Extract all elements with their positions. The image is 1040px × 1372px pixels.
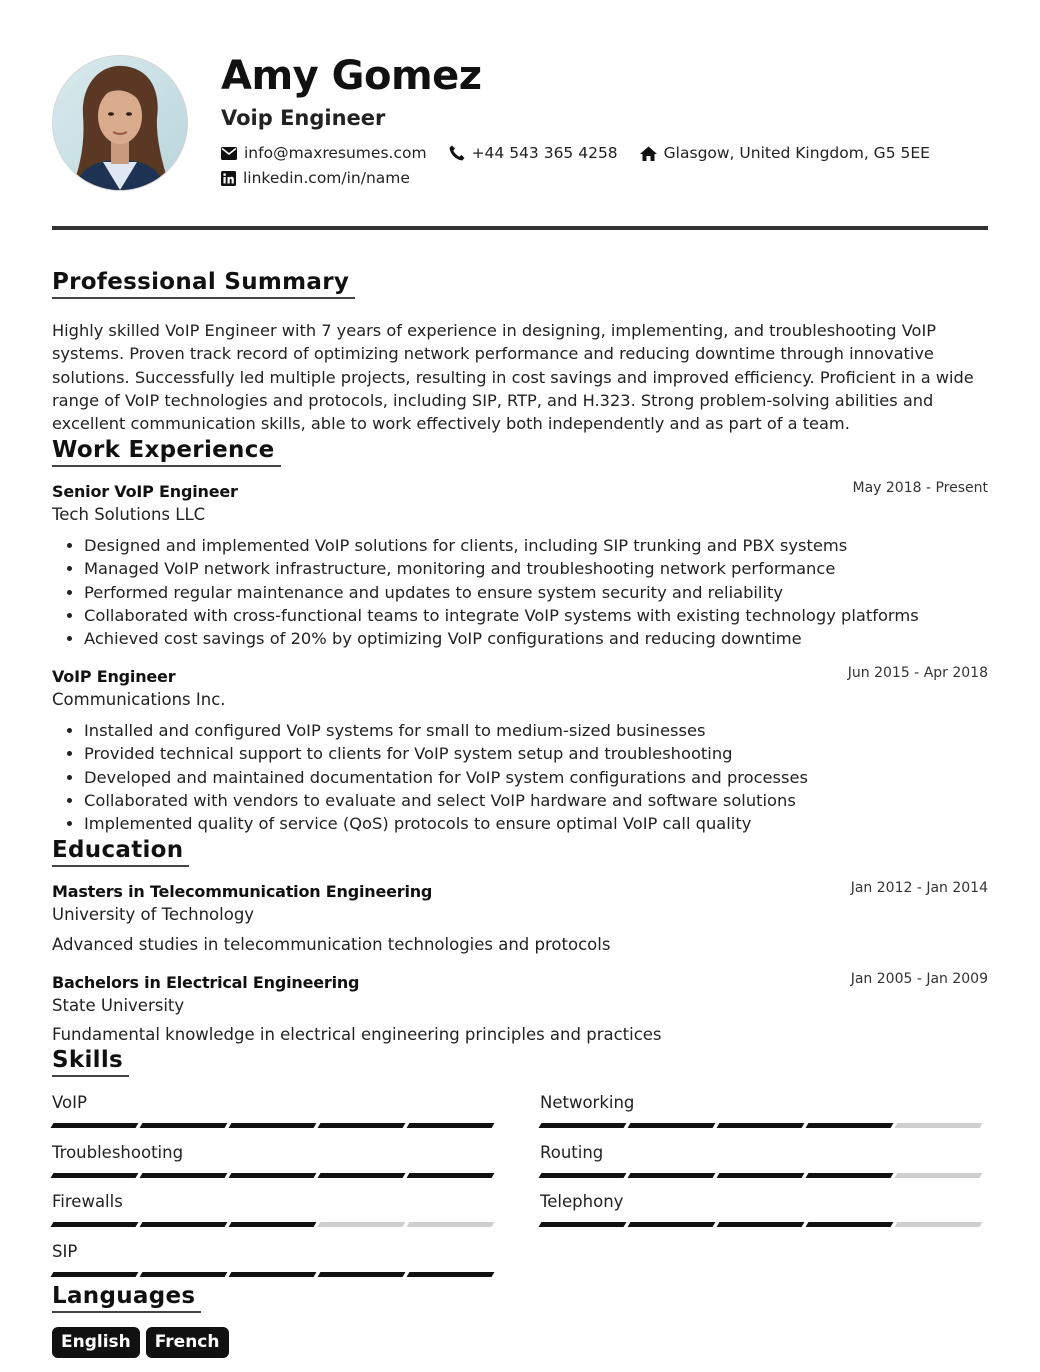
rating-segment-filled [407, 1123, 495, 1128]
contact-row [221, 169, 432, 187]
rating-segment-filled [140, 1272, 228, 1277]
skill-name: Firewalls [52, 1192, 123, 1211]
list-item: • Achieved cost savings of 20% by optimizing VoIP configurations and reducing downtime [84, 627, 984, 650]
rating-segment-filled [717, 1222, 805, 1227]
skill-rating-bar [52, 1222, 498, 1228]
rating-segment-filled [628, 1123, 716, 1128]
resume-header [52, 0, 988, 228]
rating-segment-empty [895, 1173, 983, 1178]
envelope-icon [221, 147, 237, 160]
rating-segment-filled [318, 1272, 406, 1277]
rating-segment-filled [229, 1173, 317, 1178]
list-item: • Installed and configured VoIP systems for small to medium-sized businesses [84, 719, 984, 742]
list-item: • Collaborated with vendors to evaluate and select VoIP hardware and software solutions [84, 789, 984, 812]
languages-list [52, 1327, 235, 1358]
linkedin-icon [221, 171, 236, 186]
rating-segment-filled [717, 1123, 805, 1128]
school: University of Technology [52, 905, 255, 924]
header-divider [52, 226, 988, 230]
skill-item [52, 1192, 498, 1228]
rating-segment-filled [806, 1123, 894, 1128]
rating-segment-filled [51, 1173, 139, 1178]
rating-segment-filled [539, 1173, 627, 1178]
education-description: Fundamental knowledge in electrical engineering principles and practices [52, 1025, 662, 1044]
list-item: • Designed and implemented VoIP solutions for clients, including SIP trunking and PBX systems [84, 534, 984, 557]
job-bullets [52, 534, 984, 650]
job-company: Tech Solutions LLC [52, 505, 206, 524]
degree: Bachelors in Electrical Engineering [52, 973, 360, 992]
candidate-title: Voip Engineer [221, 106, 386, 130]
skill-name: VoIP [52, 1093, 87, 1112]
section-title-experience: Work Experience [52, 436, 281, 467]
job-dates: Jun 2015 - Apr 2018 [847, 665, 988, 681]
rating-segment-filled [539, 1123, 627, 1128]
rating-segment-empty [895, 1222, 983, 1227]
job-bullets [52, 719, 984, 835]
education-description: Advanced studies in telecommunication technologies and protocols [52, 935, 611, 954]
rating-segment-empty [895, 1123, 983, 1128]
contact-row [221, 144, 952, 162]
candidate-name: Amy Gomez [221, 53, 482, 99]
skill-name: Troubleshooting [52, 1142, 184, 1162]
skill-item [52, 1093, 498, 1129]
language-tag: English [52, 1327, 140, 1358]
rating-segment-filled [229, 1222, 317, 1227]
skill-name: Routing [540, 1142, 604, 1162]
job-company: Communications Inc. [52, 690, 226, 709]
job-dates: May 2018 - Present [852, 480, 988, 496]
skill-name: SIP [52, 1241, 78, 1261]
skill-name: Networking [540, 1093, 635, 1112]
linkedin-text: linkedin.com/in/name [243, 169, 410, 187]
education-header [52, 973, 988, 992]
summary-text: Highly skilled VoIP Engineer with 7 years of experience in designing, implementing, and troubleshooting VoIP systems. Proven track record of optimizing network performance and reducing downtime through innovative solutions. Successfully led multiple projects, resulting in cost savings and improved efficiency. Proficient in a wide range of VoIP technologies and protocols, including SIP, RTP, and H.323. Strong problem-solving abilities and excellent communication skills, able to work effectively both independently and as part of a team. [52, 321, 974, 434]
language-tag: French [146, 1327, 229, 1358]
rating-segment-filled [229, 1123, 317, 1128]
contact-linkedin[interactable] [221, 169, 410, 187]
rating-segment-filled [806, 1222, 894, 1227]
section-title-education: Education [52, 836, 189, 867]
resume-page [52, 0, 988, 1352]
profile-photo [53, 56, 187, 190]
location-text: Glasgow, United Kingdom, G5 5EE [663, 144, 930, 162]
rating-segment-filled [628, 1222, 716, 1227]
skill-item [540, 1143, 986, 1179]
education-dates: Jan 2012 - Jan 2014 [850, 880, 988, 896]
rating-segment-empty [318, 1222, 406, 1227]
rating-segment-filled [717, 1173, 805, 1178]
email-text: info@maxresumes.com [244, 144, 427, 162]
list-item: • Managed VoIP network infrastructure, monitoring and troubleshooting network performance [84, 557, 984, 580]
degree: Masters in Telecommunication Engineering [52, 882, 433, 901]
rating-segment-filled [51, 1123, 139, 1128]
skill-item [52, 1143, 498, 1179]
list-item: • Performed regular maintenance and updates to ensure system security and reliability [84, 581, 984, 604]
contact-phone[interactable] [449, 144, 618, 162]
skill-rating-bar [540, 1222, 986, 1228]
job-header [52, 482, 988, 501]
rating-segment-filled [229, 1272, 317, 1277]
education-header [52, 882, 988, 901]
list-item: • Collaborated with cross-functional teams to integrate VoIP systems with existing technology platforms [84, 604, 984, 627]
rating-segment-filled [407, 1173, 495, 1178]
section-title-summary: Professional Summary [52, 268, 355, 299]
rating-segment-filled [140, 1173, 228, 1178]
rating-segment-filled [628, 1173, 716, 1178]
skill-rating-bar [540, 1173, 986, 1179]
skill-rating-bar [52, 1123, 498, 1129]
skill-item [52, 1242, 498, 1278]
skill-item [540, 1192, 986, 1228]
rating-segment-filled [51, 1222, 139, 1227]
skill-name: Telephony [540, 1192, 624, 1211]
skill-rating-bar [540, 1123, 986, 1129]
list-item: • Provided technical support to clients for VoIP system setup and troubleshooting [84, 742, 984, 765]
rating-segment-empty [407, 1222, 495, 1227]
phone-icon [449, 145, 465, 161]
rating-segment-filled [318, 1123, 406, 1128]
contact-location [640, 144, 930, 162]
rating-segment-filled [140, 1222, 228, 1227]
contact-email[interactable] [221, 144, 427, 162]
education-dates: Jan 2005 - Jan 2009 [850, 971, 988, 987]
school: State University [52, 996, 185, 1015]
section-title-languages: Languages [52, 1282, 201, 1313]
skill-item [540, 1093, 986, 1129]
job-role: Senior VoIP Engineer [52, 482, 238, 501]
rating-segment-filled [806, 1173, 894, 1178]
section-title-skills: Skills [52, 1046, 129, 1077]
skill-rating-bar [52, 1173, 498, 1179]
job-header [52, 667, 988, 686]
skill-rating-bar [52, 1272, 498, 1278]
list-item: • Implemented quality of service (QoS) protocols to ensure optimal VoIP call quality [84, 812, 984, 835]
rating-segment-filled [407, 1272, 495, 1277]
rating-segment-filled [539, 1222, 627, 1227]
job-role: VoIP Engineer [52, 667, 176, 686]
rating-segment-filled [51, 1272, 139, 1277]
home-icon [640, 146, 657, 161]
rating-segment-filled [318, 1173, 406, 1178]
rating-segment-filled [140, 1123, 228, 1128]
list-item: • Developed and maintained documentation for VoIP system configurations and processes [84, 766, 984, 789]
avatar [52, 55, 188, 191]
phone-text: +44 543 365 4258 [471, 144, 618, 162]
